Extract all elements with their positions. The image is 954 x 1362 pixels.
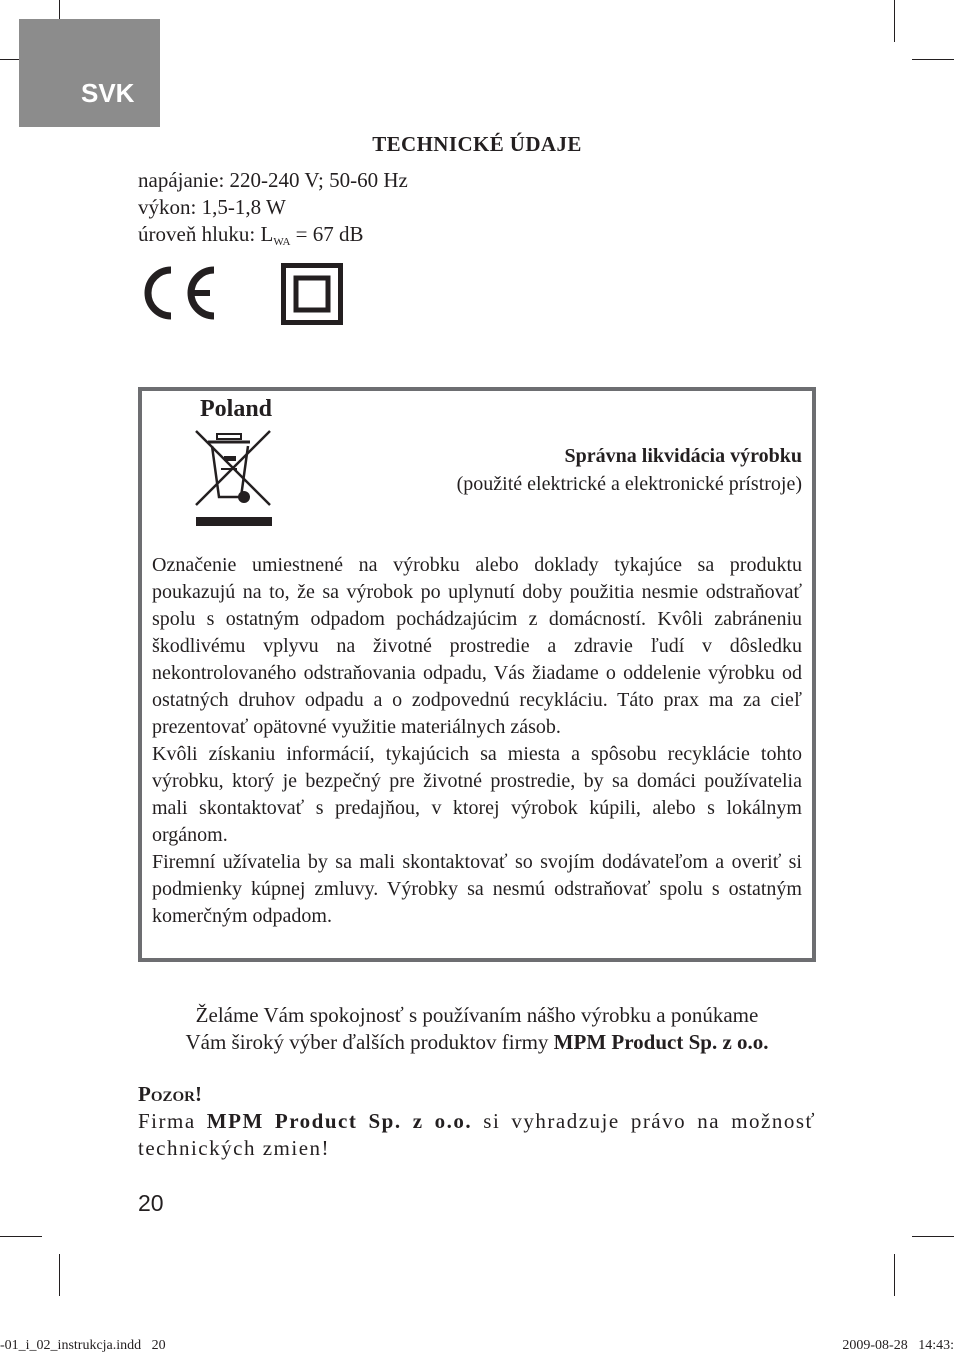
disposal-heading: Správna likvidácia výrobku: [564, 445, 802, 467]
closing-line: Vám široký výber ďalších produktov firmy MPM Product Sp. z o.o.: [185, 1030, 769, 1054]
closing-message: [0, 1002, 954, 1056]
country-label: Poland: [200, 396, 273, 422]
company-name: MPM Product Sp. z o.o.: [206, 1109, 473, 1133]
closing-line: Želáme Vám spokojnosť s používaním nášho výrobku a ponúkame: [195, 1003, 759, 1027]
print-slug-timestamp: 2009-08-28 14:43:: [842, 1338, 954, 1353]
spec-noise: úroveň hluku: $L_{WA} = 67$ dB: [138, 222, 364, 248]
disposal-paragraph: Kvôli získaniu informácií, tykajúcich sa miesta a spôsobu recyklácie tohto výrobku, ktorý je bezpečný pre životné prostredie, by sa domáci používatelia mali skontaktovať s predajňou, v ktorej výrobok kúpili, alebo s lokálnym orgánom.: [152, 743, 802, 846]
company-name: MPM Product Sp. z o.o.: [553, 1030, 769, 1054]
crop-mark: [912, 1236, 954, 1237]
language-tab: [19, 19, 160, 127]
disposal-body: [152, 552, 802, 930]
crop-mark: [894, 1254, 895, 1296]
language-label: SVK: [81, 78, 135, 108]
double-insulation-icon: [281, 263, 343, 325]
section-title: TECHNICKÉ ÚDAJE: [372, 132, 582, 156]
disposal-paragraph: Firemní užívatelia by sa mali skontaktovať so svojím dodávateľom a overiť si podmienky kúpnej zmluvy. Výrobky sa nesmú odstraňovať spolu s ostatným komerčným odpadom.: [152, 851, 802, 927]
disposal-subheading: (použité elektrické a elektronické prístroje): [456, 473, 802, 495]
warning-title: Pozor!: [138, 1082, 202, 1106]
technical-specs: [138, 167, 408, 256]
disposal-paragraph: Označenie umiestnené na výrobku alebo doklady tykajúce sa produktu poukazujú na to, že sa výrobok po uplynutí doby použitia nesmie odstraňovať spolu s ostatným odpadom pochádzajúcim z domácností. Kvôli zabráneniu škodlivému vplyvu na životné prostredie a zdravie ľudí v dôsledku nekontrolovaného odstraňovania odpadu, Vás žiadame o oddelenie výrobku od ostatných druhov odpadu a o zodpovednú recykláciu. Táto prax ma za cieľ prezentovať opätovné využitie materiálnych zásob.: [152, 554, 802, 738]
crop-mark: [0, 1236, 42, 1237]
disposal-notice-box: [138, 387, 816, 962]
crop-mark: [894, 0, 895, 42]
spec-power-supply: napájanie: 220-240 V; 50-60 Hz: [138, 168, 408, 192]
crop-mark: [912, 59, 954, 60]
page-number: 20: [138, 1190, 164, 1216]
print-slug-filename: -01_i_02_instrukcja.indd 20: [0, 1338, 166, 1353]
warning-section: [138, 1081, 816, 1162]
ce-mark-icon: [138, 262, 220, 324]
crossed-out-bin-icon: [194, 429, 274, 529]
spec-power: výkon: 1,5-1,8 W: [138, 195, 286, 219]
crop-mark: [59, 1254, 60, 1296]
warning-text: Firma MPM Product Sp. z o.o. si vyhradzuje právo na možnosť technických zmien!: [138, 1109, 816, 1160]
